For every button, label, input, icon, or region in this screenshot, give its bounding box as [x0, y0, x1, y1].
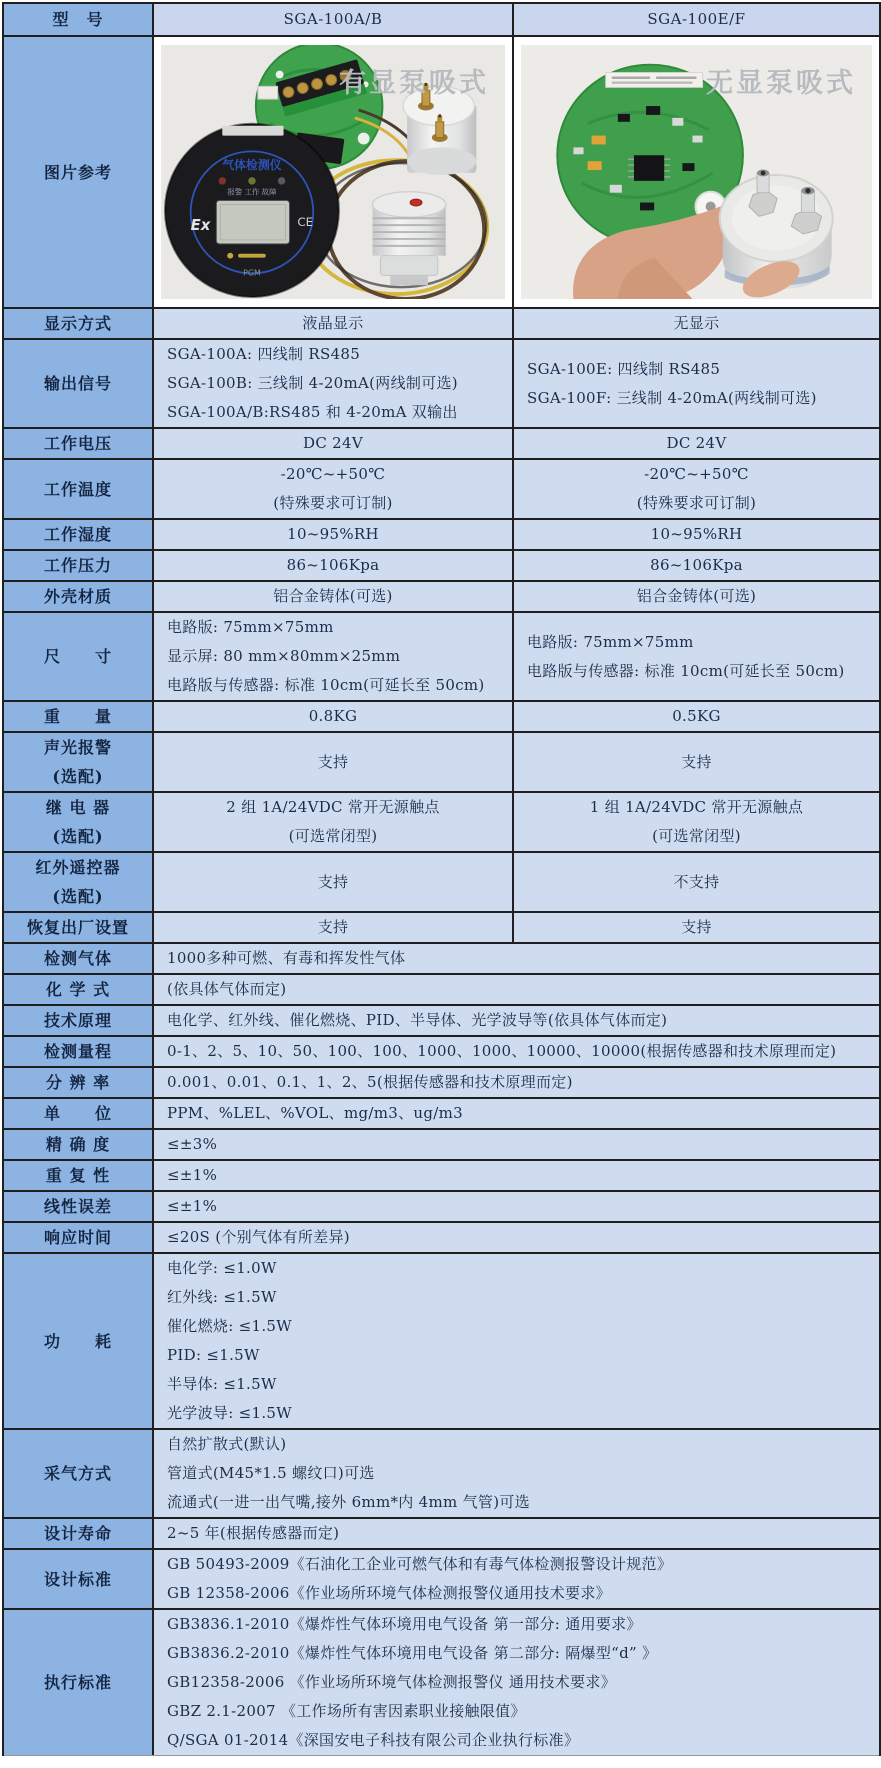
- row-label-text: 分 辨 率: [45, 1073, 111, 1092]
- row-label: [4, 853, 154, 911]
- spec-value-text: 无显示: [673, 314, 720, 332]
- row-label-text: 精 确 度: [45, 1135, 111, 1154]
- spec-value-cell: [154, 429, 514, 458]
- product-photo-b: [521, 45, 872, 299]
- spec-value-text: Q/SGA 01-2014《深国安电子科技有限公司企业执行标准》: [167, 1731, 580, 1749]
- spec-value-text: 1 组 1A/24VDC 常开无源触点: [589, 798, 804, 816]
- row-label-text: 重 量: [43, 707, 112, 726]
- spec-value-cell: [514, 853, 879, 911]
- row-label: [4, 551, 154, 580]
- gauge-ce-mark: CE: [297, 215, 314, 230]
- model-name-b-text: SGA-100E/F: [647, 10, 746, 28]
- spec-value-text: 电路版: 75mm×75mm: [527, 632, 694, 651]
- product-photo-b-cell: [514, 37, 879, 307]
- spec-value-text: 10~95%RH: [650, 525, 743, 543]
- spec-value-text: (可选常闭型): [652, 827, 741, 845]
- spec-value-cell: [154, 793, 514, 851]
- spec-row: [4, 1192, 879, 1223]
- spec-row: [4, 1037, 879, 1068]
- spec-value-text: 自然扩散式(默认): [167, 1435, 287, 1453]
- spec-value-cell: [154, 913, 514, 942]
- watermark-text-b: 无显泵吸式: [706, 68, 856, 99]
- row-label: [4, 1037, 154, 1066]
- spec-row: [4, 1161, 879, 1192]
- row-label-text: (选配): [52, 767, 104, 786]
- spec-value-cell: [154, 1006, 879, 1035]
- gauge-button-label: PGM: [243, 268, 261, 278]
- row-label-text: (选配): [52, 827, 104, 846]
- spec-value-text: 红外线: ≤1.5W: [167, 1288, 277, 1306]
- row-label: [4, 1130, 154, 1159]
- gauge-icon: [165, 124, 339, 297]
- row-label: [4, 1068, 154, 1097]
- spec-row: [4, 1099, 879, 1130]
- spec-value-text: 铝合金铸体(可选): [273, 587, 393, 605]
- product-photo-a-cell: [154, 37, 514, 307]
- row-label: [4, 913, 154, 942]
- spec-value-text: 显示屏: 80 mm×80mm×25mm: [167, 647, 401, 665]
- spec-value-text: 支持: [681, 752, 712, 771]
- row-label: [4, 733, 154, 791]
- row-label-text: 检测量程: [43, 1042, 112, 1061]
- spec-value-cell: [514, 913, 879, 942]
- row-label-text: 采气方式: [43, 1464, 112, 1483]
- row-label: [4, 1519, 154, 1548]
- spec-value-text: 支持: [317, 752, 349, 771]
- model-row-label: [4, 4, 154, 35]
- row-label: [4, 702, 154, 731]
- spec-value-text: PPM、%LEL、%VOL、mg/m3、ug/m3: [167, 1104, 463, 1122]
- spec-value-text: GB 50493-2009《石油化工企业可燃气体和有毒气体检测报警设计规范》: [167, 1555, 673, 1573]
- spec-value-cell: [514, 582, 879, 611]
- spec-value-cell: [154, 520, 514, 549]
- spec-value-cell: [514, 460, 879, 518]
- spec-value-text: 0-1、2、5、10、50、100、100、1000、1000、10000、10000(根据传感器和技术原理而定): [167, 1042, 837, 1060]
- row-label: [4, 429, 154, 458]
- row-label: [4, 793, 154, 851]
- spec-value-text: 电化学、红外线、催化燃烧、PID、半导体、光学波导等(依具体气体而定): [167, 1011, 668, 1029]
- spec-value-text: GBZ 2.1-2007 《工作场所有害因素职业接触限值》: [167, 1702, 526, 1720]
- row-label-text: 输出信号: [43, 374, 112, 393]
- spec-value-text: SGA-100A: 四线制 RS485: [167, 345, 361, 363]
- spec-value-text: 86~106Kpa: [650, 556, 743, 574]
- row-label-text: 尺 寸: [43, 647, 112, 666]
- spec-value-cell: [154, 702, 514, 731]
- spec-row: [4, 975, 879, 1006]
- spec-value-cell: [154, 1068, 879, 1097]
- spec-value-cell: [154, 1223, 879, 1252]
- model-row-label-text: 型 号: [52, 10, 104, 29]
- row-label-text: 设计寿命: [43, 1524, 112, 1543]
- spec-table: [2, 2, 881, 1756]
- spec-value-text: SGA-100B: 三线制 4-20mA(两线制可选): [167, 374, 458, 392]
- row-label: [4, 460, 154, 518]
- spec-value-text: 光学波导: ≤1.5W: [167, 1404, 292, 1422]
- spec-value-cell: [154, 733, 514, 791]
- row-label-text: 功 耗: [43, 1331, 112, 1351]
- spec-row: [4, 1610, 879, 1756]
- spec-value-text: PID: ≤1.5W: [167, 1346, 260, 1364]
- spec-value-text: (可选常闭型): [288, 827, 378, 845]
- row-label-text: 技术原理: [43, 1011, 112, 1030]
- spec-value-text: (特殊要求可订制): [273, 494, 393, 512]
- spec-value-cell: [514, 309, 879, 338]
- spec-row: [4, 733, 879, 793]
- row-label-text: 恢复出厂设置: [26, 918, 129, 937]
- spec-value-cell: [154, 460, 514, 518]
- spec-value-cell: [514, 429, 879, 458]
- spec-value-text: GB 12358-2006《作业场所环境气体检测报警仪通用技术要求》: [167, 1584, 611, 1602]
- row-label: [4, 309, 154, 338]
- model-name-a-text: SGA-100A/B: [283, 10, 383, 28]
- spec-value-text: 10~95%RH: [287, 525, 379, 543]
- spec-value-text: GB3836.1-2010《爆炸性气体环境用电气设备 第一部分: 通用要求》: [167, 1615, 642, 1633]
- spec-value-text: 0.8KG: [308, 707, 358, 725]
- spec-value-text: 1000多种可燃、有毒和挥发性气体: [167, 949, 406, 967]
- row-label-text: 红外遥控器: [35, 858, 121, 877]
- row-label-text: 工作温度: [43, 479, 112, 499]
- spec-value-text: SGA-100E: 四线制 RS485: [527, 359, 721, 378]
- row-label: [4, 1161, 154, 1190]
- spec-value-cell: [514, 340, 879, 427]
- spec-value-text: 电路版: 75mm×75mm: [167, 618, 334, 636]
- row-label: [4, 1610, 154, 1755]
- spec-value-cell: [154, 1130, 879, 1159]
- spec-row: [4, 853, 879, 913]
- row-label: [4, 1099, 154, 1128]
- spec-value-cell: [514, 702, 879, 731]
- row-label-text: 外壳材质: [43, 587, 112, 606]
- spec-value-text: 电路版与传感器: 标准 10cm(可延长至 50cm): [527, 661, 845, 680]
- spec-row: [4, 944, 879, 975]
- row-label-text: 重 复 性: [45, 1166, 111, 1185]
- spec-row: [4, 913, 879, 944]
- spec-value-cell: [154, 1037, 879, 1066]
- spec-value-cell: [154, 582, 514, 611]
- spec-value-text: DC 24V: [303, 434, 363, 452]
- spec-value-text: 电化学: ≤1.0W: [167, 1259, 277, 1277]
- spec-value-text: 86~106Kpa: [286, 556, 380, 574]
- spec-value-text: -20℃~+50℃: [280, 465, 386, 483]
- row-label: [4, 1430, 154, 1517]
- spec-row: [4, 1006, 879, 1037]
- spec-value-text: 电路版与传感器: 标准 10cm(可延长至 50cm): [167, 676, 485, 694]
- spec-rows: [4, 309, 879, 1756]
- spec-value-text: SGA-100F: 三线制 4-20mA(两线制可选): [527, 388, 817, 407]
- spec-value-cell: [514, 520, 879, 549]
- spec-value-text: 液晶显示: [302, 314, 364, 332]
- spec-value-text: ≤20S (个别气体有所差异): [167, 1228, 350, 1246]
- spec-row: [4, 551, 879, 582]
- gauge-led-labels: 报警 工作 故障: [227, 187, 277, 197]
- spec-row: [4, 613, 879, 702]
- row-label: [4, 520, 154, 549]
- spec-value-text: -20℃~+50℃: [644, 465, 749, 483]
- diffusion-sensor-icon: [373, 192, 446, 286]
- row-label-text: 声光报警: [43, 738, 112, 757]
- spec-value-text: 支持: [317, 872, 349, 891]
- spec-value-cell: [154, 1550, 879, 1608]
- spec-value-cell: [514, 613, 879, 700]
- row-label: [4, 613, 154, 700]
- spec-value-text: 0.001、0.01、0.1、1、2、5(根据传感器和技术原理而定): [167, 1073, 573, 1091]
- gauge-title-text: 气体检测仪: [222, 158, 282, 173]
- image-row-label-text: 图片参考: [43, 162, 112, 182]
- spec-value-text: ≤±3%: [167, 1135, 218, 1153]
- row-label: [4, 582, 154, 611]
- row-label-text: (选配): [52, 887, 104, 906]
- spec-row: [4, 520, 879, 551]
- spec-value-cell: [514, 551, 879, 580]
- row-label-text: 检测气体: [43, 949, 112, 968]
- spec-value-cell: [154, 944, 879, 973]
- row-label: [4, 1254, 154, 1428]
- spec-value-cell: [154, 1099, 879, 1128]
- row-label-text: 执行标准: [43, 1673, 112, 1692]
- spec-value-text: GB3836.2-2010《爆炸性气体环境用电气设备 第二部分: 隔爆型“d” 》: [167, 1644, 658, 1662]
- spec-value-cell: [154, 1161, 879, 1190]
- row-label: [4, 1006, 154, 1035]
- row-label: [4, 1223, 154, 1252]
- spec-row: [4, 1430, 879, 1519]
- spec-value-cell: [514, 793, 879, 851]
- image-row: [4, 37, 879, 309]
- image-row-label: [4, 37, 154, 307]
- spec-value-cell: [154, 1610, 879, 1755]
- spec-value-cell: [154, 1192, 879, 1221]
- row-label-text: 单 位: [43, 1104, 112, 1123]
- spec-value-text: 不支持: [673, 872, 720, 891]
- product-photo-a: [161, 45, 505, 299]
- spec-row: [4, 460, 879, 520]
- spec-value-cell: [154, 1519, 879, 1548]
- spec-value-text: DC 24V: [666, 434, 727, 452]
- row-label-text: 继 电 器: [45, 798, 111, 817]
- spec-value-text: SGA-100A/B:RS485 和 4-20mA 双输出: [167, 403, 458, 421]
- spec-value-text: 0.5KG: [672, 707, 721, 725]
- spec-value-cell: [154, 975, 879, 1004]
- row-label-text: 化 学 式: [45, 980, 111, 999]
- spec-value-cell: [154, 340, 514, 427]
- spec-value-text: (依具体气体而定): [167, 980, 287, 998]
- spec-row: [4, 793, 879, 853]
- header-row: [4, 4, 879, 37]
- spec-value-text: GB12358-2006 《作业场所环境气体检测报警仪 通用技术要求》: [167, 1673, 617, 1691]
- spec-value-cell: [154, 613, 514, 700]
- spec-value-text: 管道式(M45*1.5 螺纹口)可选: [167, 1464, 375, 1482]
- row-label-text: 线性误差: [43, 1197, 112, 1216]
- spec-value-text: (特殊要求可订制): [636, 494, 757, 512]
- spec-value-cell: [154, 853, 514, 911]
- spec-value-text: 支持: [681, 918, 712, 936]
- spec-value-text: 催化燃烧: ≤1.5W: [167, 1317, 292, 1335]
- spec-row: [4, 702, 879, 733]
- spec-row: [4, 1068, 879, 1099]
- spec-row: [4, 429, 879, 460]
- spec-value-cell: [154, 1254, 879, 1428]
- spec-value-cell: [154, 309, 514, 338]
- spec-row: [4, 1130, 879, 1161]
- row-label-text: 显示方式: [43, 314, 112, 333]
- row-label-text: 工作电压: [43, 434, 112, 453]
- spec-value-text: 2~5 年(根据传感器而定): [167, 1524, 340, 1542]
- spec-value-text: ≤±1%: [167, 1166, 218, 1184]
- watermark-text-a: 有显泵吸式: [339, 68, 489, 99]
- spec-row: [4, 309, 879, 340]
- spec-value-text: 2 组 1A/24VDC 常开无源触点: [226, 798, 440, 816]
- spec-value-cell: [514, 733, 879, 791]
- spec-row: [4, 582, 879, 613]
- row-label-text: 工作湿度: [43, 525, 112, 544]
- row-label-text: 设计标准: [43, 1569, 112, 1589]
- spec-row: [4, 1223, 879, 1254]
- row-label: [4, 975, 154, 1004]
- model-name-a: [154, 4, 514, 35]
- model-name-b: [514, 4, 879, 35]
- spec-value-text: ≤±1%: [167, 1197, 218, 1215]
- row-label: [4, 340, 154, 427]
- spec-value-text: 流通式(一进一出气嘴,接外 6mm*内 4mm 气管)可选: [167, 1493, 530, 1511]
- spec-value-cell: [154, 1430, 879, 1517]
- spec-row: [4, 1519, 879, 1550]
- spec-value-text: 支持: [317, 918, 349, 936]
- row-label-text: 响应时间: [43, 1228, 112, 1247]
- spec-value-cell: [154, 551, 514, 580]
- spec-row: [4, 1550, 879, 1610]
- gauge-ex-mark: Ex: [190, 217, 211, 235]
- spec-row: [4, 340, 879, 429]
- spec-row: [4, 1254, 879, 1430]
- row-label-text: 工作压力: [43, 556, 112, 575]
- row-label: [4, 1192, 154, 1221]
- row-label: [4, 944, 154, 973]
- spec-value-text: 半导体: ≤1.5W: [167, 1375, 277, 1393]
- row-label: [4, 1550, 154, 1608]
- spec-value-text: 铝合金铸体(可选): [636, 587, 757, 605]
